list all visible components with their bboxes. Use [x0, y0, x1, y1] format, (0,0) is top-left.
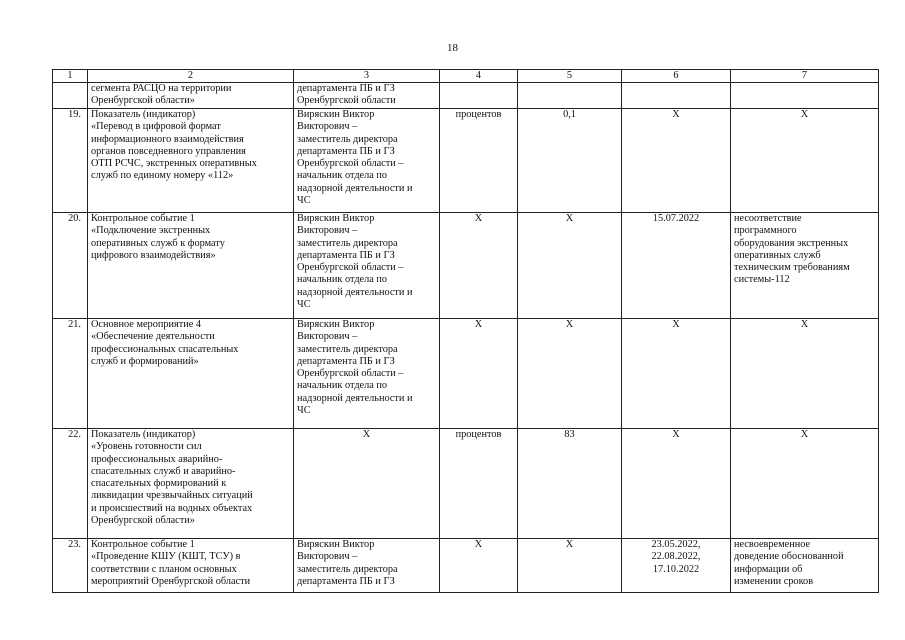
table-row [53, 109, 879, 213]
row-unit [440, 83, 518, 109]
row-risk [731, 83, 879, 109]
row-name: Основное мероприятие 4 «Обеспечение деятельности профессиональных спасательных служб и формирований» [88, 319, 294, 429]
row-unit: процентов [440, 429, 518, 539]
row-name: Показатель (индикатор) «Уровень готовности сил профессиональных аварийно- спасательных служб и аварийно- спасательных формирований к ликвидации чрезвычайных ситуаций и происшествий на водных объектах Оренбургской области» [88, 429, 294, 539]
row-date: Х [622, 429, 731, 539]
row-number: 20. [53, 213, 88, 319]
row-unit: Х [440, 213, 518, 319]
row-number: 22. [53, 429, 88, 539]
row-number: 23. [53, 539, 88, 593]
row-responsible: Х [294, 429, 440, 539]
header-row [53, 70, 879, 83]
table-row [53, 319, 879, 429]
row-date [622, 83, 731, 109]
header-col-6: 6 [622, 70, 731, 83]
row-name: Показатель (индикатор) «Перевод в цифровой формат информационного взаимодействия органов повседневного управления ОТП РСЧС, экстренных оперативных служб по единому номеру «112» [88, 109, 294, 213]
row-unit: Х [440, 319, 518, 429]
row-responsible: Виряскин Виктор Викторович – заместитель директора департамента ПБ и ГЗ [294, 539, 440, 593]
row-responsible: Виряскин Виктор Викторович – заместитель директора департамента ПБ и ГЗ Оренбургской области – начальник отдела по надзорной деятельности и ЧС [294, 109, 440, 213]
table-row [53, 83, 879, 109]
row-responsible: департамента ПБ и ГЗ Оренбургской области [294, 83, 440, 109]
table-row [53, 213, 879, 319]
row-risk: несвоевременное доведение обоснованной информации об изменении сроков [731, 539, 879, 593]
row-responsible: Виряскин Виктор Викторович – заместитель директора департамента ПБ и ГЗ Оренбургской области – начальник отдела по надзорной деятельности и ЧС [294, 213, 440, 319]
row-risk: несоответствие программного оборудования экстренных оперативных служб техническим требованиям системы-112 [731, 213, 879, 319]
page-number: 18 [447, 42, 458, 54]
row-unit: Х [440, 539, 518, 593]
row-value: Х [518, 213, 622, 319]
row-number: 19. [53, 109, 88, 213]
header-col-4: 4 [440, 70, 518, 83]
plan-table [52, 69, 879, 593]
row-date: Х [622, 319, 731, 429]
row-value: Х [518, 539, 622, 593]
header-col-3: 3 [294, 70, 440, 83]
row-risk: Х [731, 429, 879, 539]
row-value: Х [518, 319, 622, 429]
row-responsible: Виряскин Виктор Викторович – заместитель директора департамента ПБ и ГЗ Оренбургской области – начальник отдела по надзорной деятельности и ЧС [294, 319, 440, 429]
header-col-5: 5 [518, 70, 622, 83]
row-date: Х [622, 109, 731, 213]
row-risk: Х [731, 319, 879, 429]
table-row [53, 429, 879, 539]
row-risk: Х [731, 109, 879, 213]
row-name: сегмента РАСЦО на территории Оренбургской области» [88, 83, 294, 109]
table-row [53, 539, 879, 593]
row-number [53, 83, 88, 109]
row-value [518, 83, 622, 109]
row-value: 83 [518, 429, 622, 539]
row-unit: процентов [440, 109, 518, 213]
row-date: 23.05.2022, 22.08.2022, 17.10.2022 [622, 539, 731, 593]
header-col-7: 7 [731, 70, 879, 83]
header-col-1: 1 [53, 70, 88, 83]
row-value: 0,1 [518, 109, 622, 213]
row-number: 21. [53, 319, 88, 429]
header-col-2: 2 [88, 70, 294, 83]
row-name: Контрольное событие 1 «Проведение КШУ (КШТ, ТСУ) в соответствии с планом основных мероприятий Оренбургской области [88, 539, 294, 593]
row-date: 15.07.2022 [622, 213, 731, 319]
row-name: Контрольное событие 1 «Подключение экстренных оперативных служб к формату цифрового взаимодействия» [88, 213, 294, 319]
